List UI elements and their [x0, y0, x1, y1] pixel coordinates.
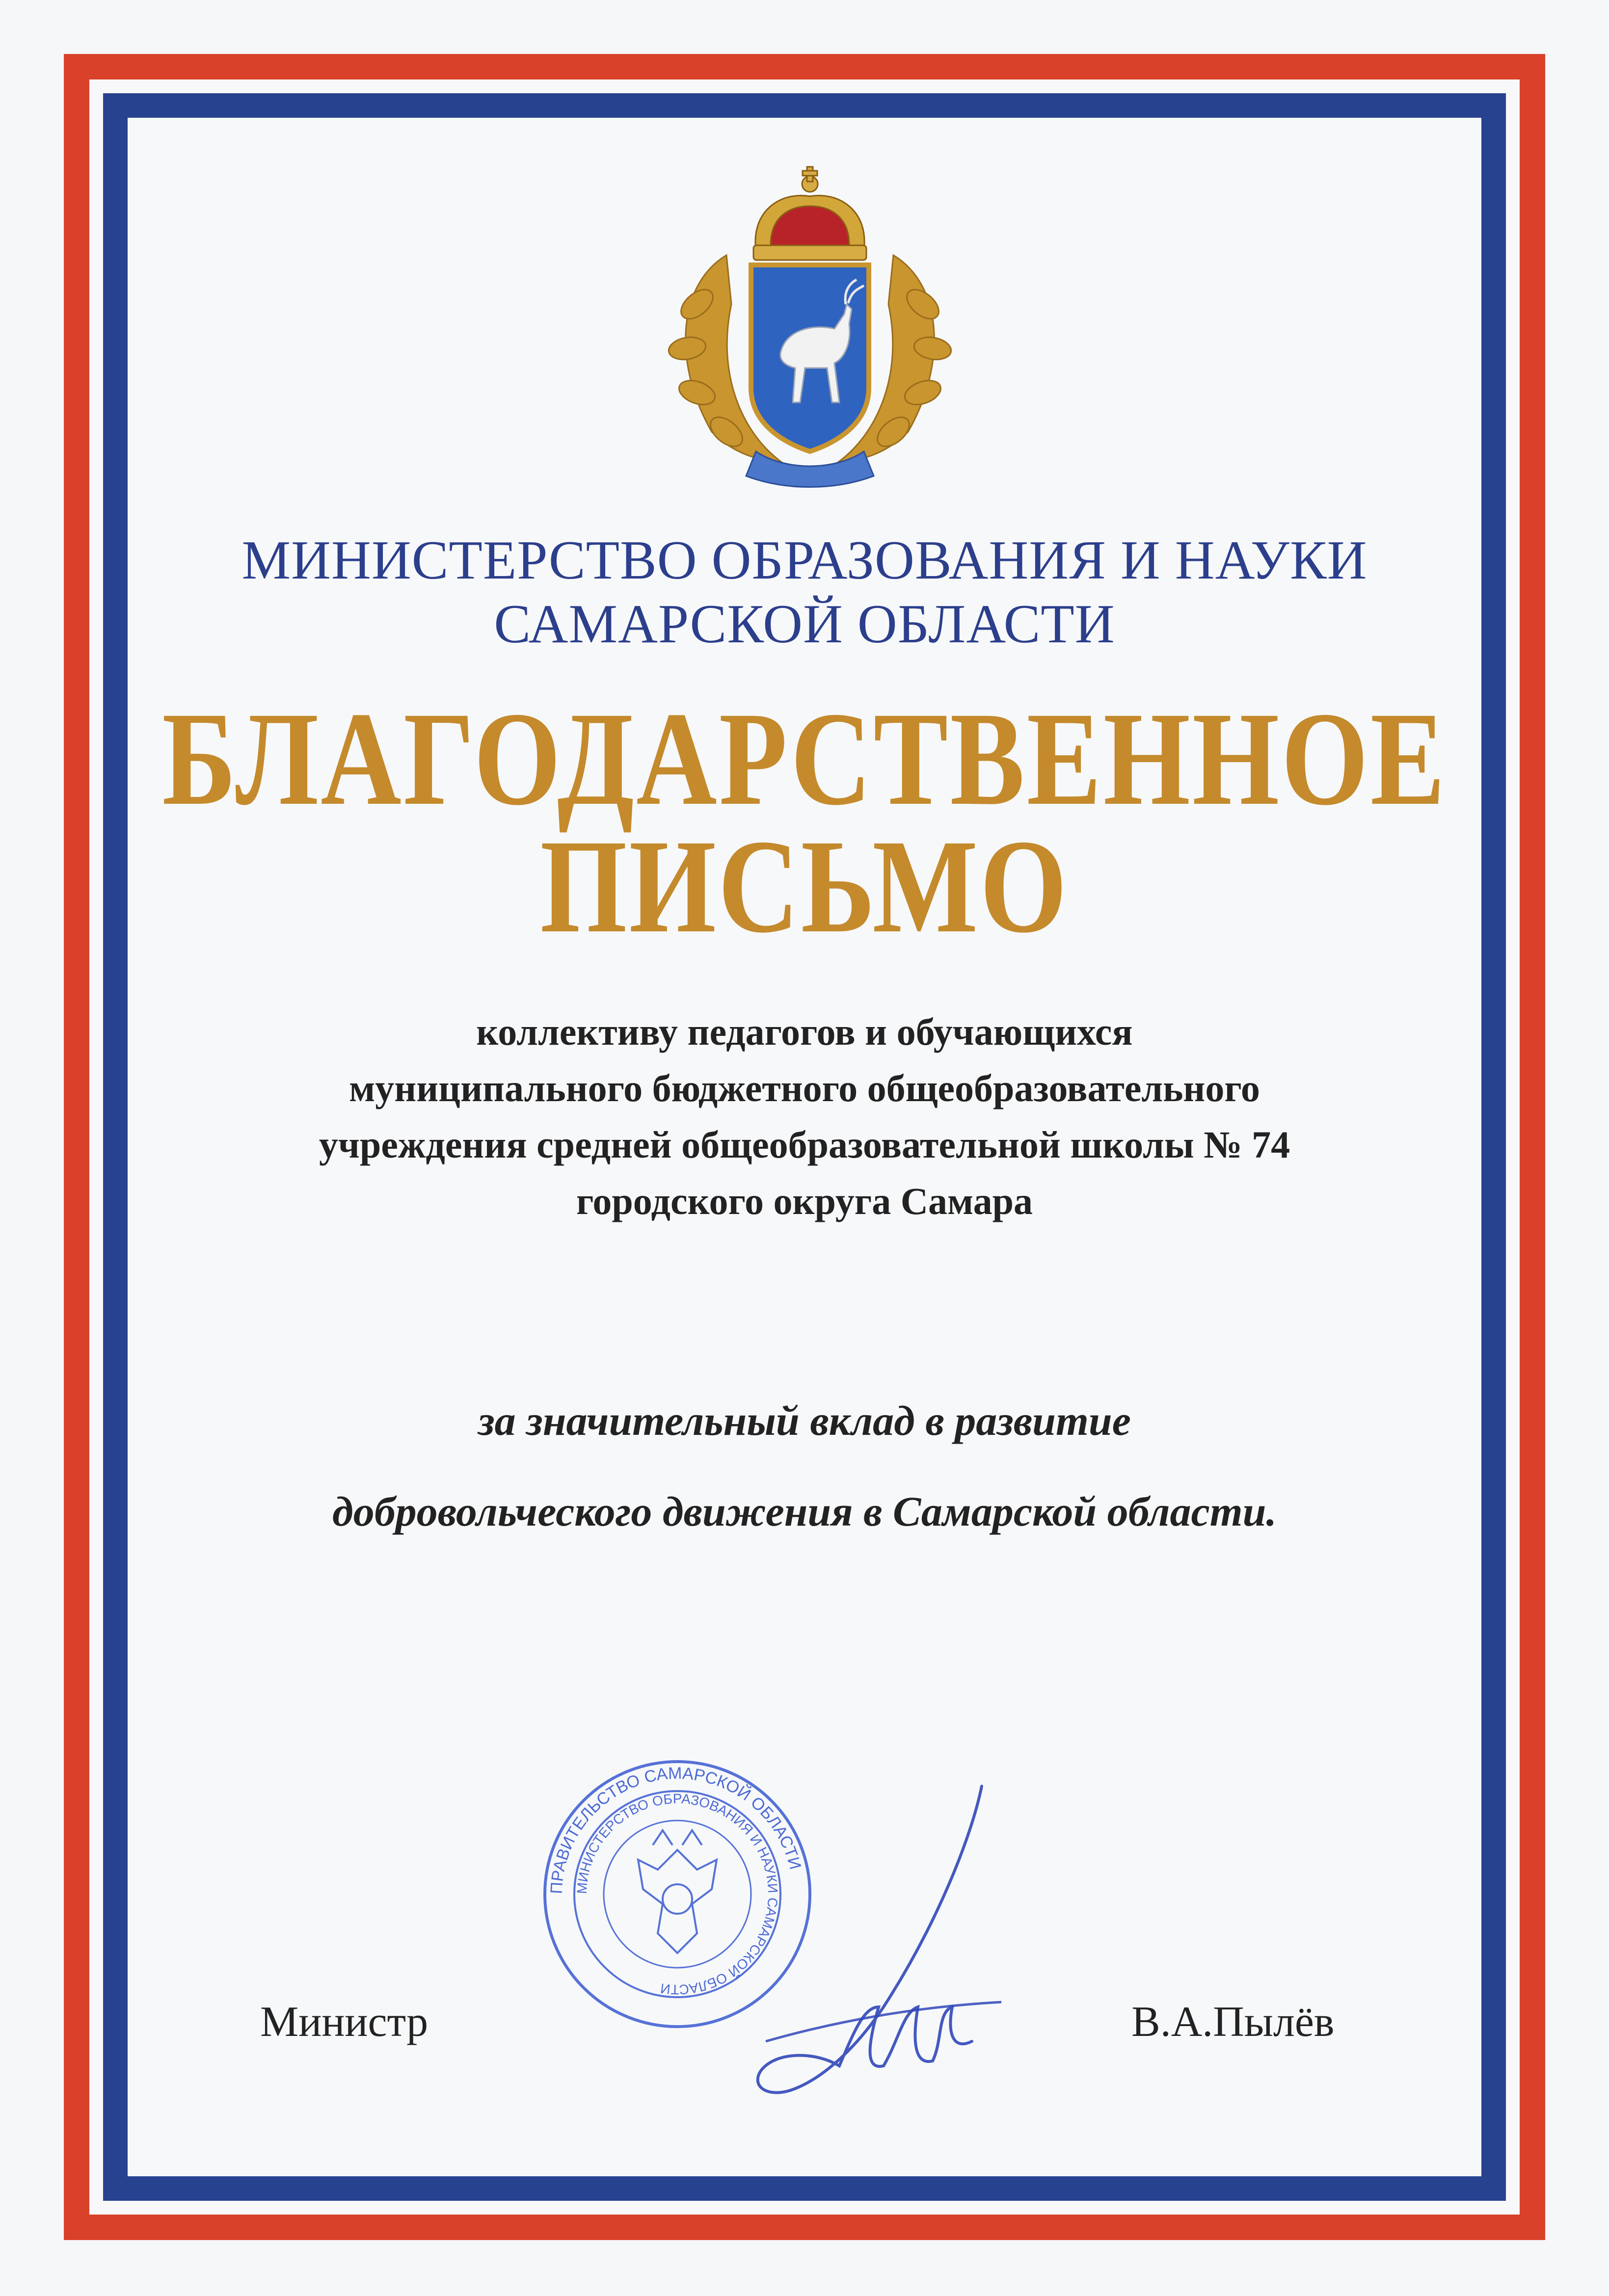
seal-outer-text: ПРАВИТЕЛЬСТВО САМАРСКОЙ ОБЛАСТИ — [547, 1764, 805, 1895]
seal-inner-text: МИНИСТЕРСТВО ОБРАЗОВАНИЯ И НАУКИ САМАРСКОЙ ОБЛАСТИ — [574, 1791, 781, 1998]
recipient-line: учреждения средней общеобразовательной школы № 74 — [319, 1123, 1290, 1166]
samara-coat-of-arms-icon — [658, 157, 962, 491]
recipient-line: коллективу педагогов и обучающихся — [476, 1010, 1133, 1053]
document-title-line2: ПИСЬМО — [540, 812, 1069, 961]
reason-line: за значительный вклад в развитие — [478, 1397, 1131, 1444]
ministry-name-line2: САМАРСКОЙ ОБЛАСТИ — [494, 594, 1115, 655]
document-title-line1: БЛАГОДАРСТВЕННОЕ — [162, 685, 1447, 833]
ministry-name-line1: МИНИСТЕРСТВО ОБРАЗОВАНИЯ И НАУКИ — [241, 530, 1368, 591]
recipient-line: городского округа Самара — [576, 1180, 1033, 1222]
signatory-title: Министр — [260, 1998, 429, 2046]
handwritten-signature — [707, 1776, 1011, 2100]
recipient-line: муниципального бюджетного общеобразовательного — [349, 1067, 1260, 1109]
reason-line: добровольческого движения в Самарской области. — [332, 1488, 1277, 1535]
signatory-name: В.А.Пылёв — [1131, 1998, 1335, 2046]
